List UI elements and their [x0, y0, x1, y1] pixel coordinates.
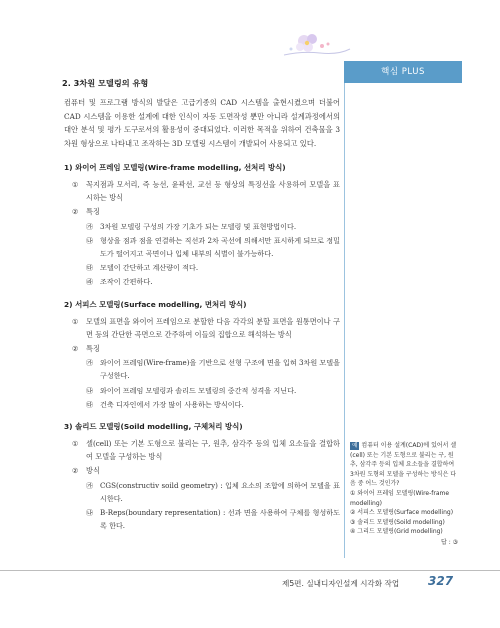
- subitem-text: 와이어 프레임(Wire-frame)을 기반으로 선형 구조에 면을 입혀 3차원 모델을 구성한다.: [100, 358, 340, 381]
- subitem-marker: ㉱: [86, 277, 94, 287]
- subitem-marker: ㉰: [86, 399, 94, 409]
- sidebar-quiz: [350, 441, 458, 548]
- subitem-text: 와이어 프레임 모델링과 솔리드 모델링의 중간적 성격을 지닌다.: [100, 385, 297, 395]
- sub-list-item: [86, 398, 340, 411]
- subitem-marker: ㉮: [86, 480, 94, 490]
- subsection-solid: [62, 421, 340, 532]
- subsection-title: 1) 와이어 프레임 모델링(Wire-frame modelling, 선처리 방식): [64, 163, 286, 172]
- item-marker: ②: [72, 466, 79, 476]
- footer-divider: [0, 570, 500, 571]
- quiz-option: ④ 그리드 모델링(Grid modelling): [350, 528, 443, 536]
- quiz-answer: 답 : ③: [440, 538, 458, 546]
- quiz-option: ③ 솔리드 모델링(Soild modelling): [350, 518, 445, 526]
- item-text: 특징: [86, 344, 100, 354]
- item-text: 모델의 표면을 와이어 프레임으로 분할한 다음 각각의 분할 표면을 원통면이나 구면 등의 간단한 곡면으로 간주하여 이들의 집합으로 해석하는 방식: [86, 316, 340, 339]
- list-item: [72, 205, 340, 218]
- section-title: 2. 3차원 모델링의 유형: [62, 78, 149, 88]
- subitem-marker: ㉯: [86, 508, 94, 518]
- subitem-text: B-Reps(boundary representation) : 선과 면을 사용하여 구체를 형성하도록 한다.: [100, 508, 340, 531]
- subitem-marker: ㉮: [86, 358, 94, 368]
- list-item: [72, 178, 340, 204]
- footer-chapter: 제5편. 실내디자인설계 시각화 작업: [282, 579, 400, 588]
- item-text: 방식: [86, 466, 100, 476]
- quiz-option: ② 서피스 모델링(Surface modelling): [350, 509, 454, 517]
- subsection-title: 3) 솔리드 모델링(Soild modelling, 구체처리 방식): [64, 422, 243, 432]
- list-item: [72, 315, 340, 341]
- sub-list-item: [86, 234, 340, 260]
- sidebar-header: 핵심 PLUS: [344, 61, 462, 83]
- sub-list-item: [86, 384, 340, 397]
- subitem-text: 형상을 점과 점을 연결하는 직선과 2차 곡선에 의해서만 표시하게 되므로 정밀도가 떨어지고 곡면이나 입체 내부의 식별이 불가능하다.: [100, 235, 340, 259]
- subitem-text: 3차원 모델링 구성의 가장 기초가 되는 모델링 및 표현방법이다.: [100, 221, 297, 231]
- item-text: 셀(cell) 또는 기본 도형으로 불리는 구, 원추, 삼각주 등의 입체 요소들을 결합하여 모델을 구성하는 방식: [86, 439, 340, 462]
- sub-list-item: [86, 479, 340, 505]
- subitem-text: 모델이 간단하고 계산량이 적다.: [100, 263, 199, 273]
- subitem-text: CGS(constructiv soild geometry) : 입체 요소의 조합에 의하여 모델을 표시한다.: [100, 480, 340, 503]
- item-marker: ①: [72, 439, 79, 449]
- sub-list-item: [86, 506, 340, 532]
- decorative-flower-illustration: [282, 25, 352, 67]
- subitem-marker: ㉯: [86, 235, 94, 245]
- list-item: [72, 437, 340, 463]
- item-text: 꼭지점과 모서리, 즉 능선, 윤곽선, 교선 등 형상의 특징선을 사용하여 모델을 표시하는 방식: [86, 180, 340, 203]
- sub-list-item: [86, 261, 340, 274]
- sidebar-divider: [344, 61, 345, 558]
- subsection-wireframe: [62, 162, 340, 289]
- main-content: [62, 78, 340, 533]
- sub-list-item: [86, 220, 340, 233]
- subitem-marker: ㉮: [86, 221, 94, 231]
- item-marker: ①: [72, 316, 79, 326]
- item-marker: ②: [72, 344, 79, 354]
- quiz-question: [350, 441, 458, 489]
- item-marker: ①: [72, 180, 79, 189]
- page-number: 327: [428, 574, 454, 588]
- section-intro: 컴퓨터 및 프로그램 방식의 발달은 고급기종의 CAD 시스템을 출현시켰으며 더불어 CAD 시스템을 이용한 설계에 대한 인식이 자동 도면작성 뿐만 아니라 설계과정에서의 대안 분석 및 평가 도구로서의 활용성이 중대되었다. 이러한 목적을 위하여 건축물을 3차원 형상으로 나타내고 조작하는 3D 모델링 시스템이 개발되어 사용되고 있다.: [64, 98, 340, 148]
- item-marker: ②: [72, 207, 79, 217]
- subitem-text: 조작이 간편하다.: [100, 277, 153, 287]
- item-text: 특징: [86, 207, 100, 217]
- subitem-marker: ㉯: [86, 385, 94, 395]
- quiz-badge: 예: [352, 443, 358, 449]
- list-item: [72, 464, 340, 477]
- sub-list-item: [86, 356, 340, 382]
- list-item: [72, 342, 340, 355]
- quiz-option: ① 와이어 프레임 모델링(Wire-frame modelling): [350, 489, 450, 507]
- quiz-question-text: 컴퓨터 이용 설계(CAD)에 있어서 셀(cell) 또는 기본 도형으로 불리는 구, 원추, 삼각주 등의 입체 요소들을 결합하여 3차원 도형의 모델을 구성하는 방식은 다음 중 어느 것인가?: [350, 442, 457, 488]
- subsection-title: 2) 서피스 모델링(Surface modelling, 면처리 방식): [64, 299, 247, 309]
- subsection-surface: [62, 299, 340, 411]
- subitem-text: 건축 디자인에서 가장 많이 사용하는 방식이다.: [100, 399, 244, 409]
- subitem-marker: ㉰: [86, 263, 94, 273]
- sub-list-item: [86, 275, 340, 288]
